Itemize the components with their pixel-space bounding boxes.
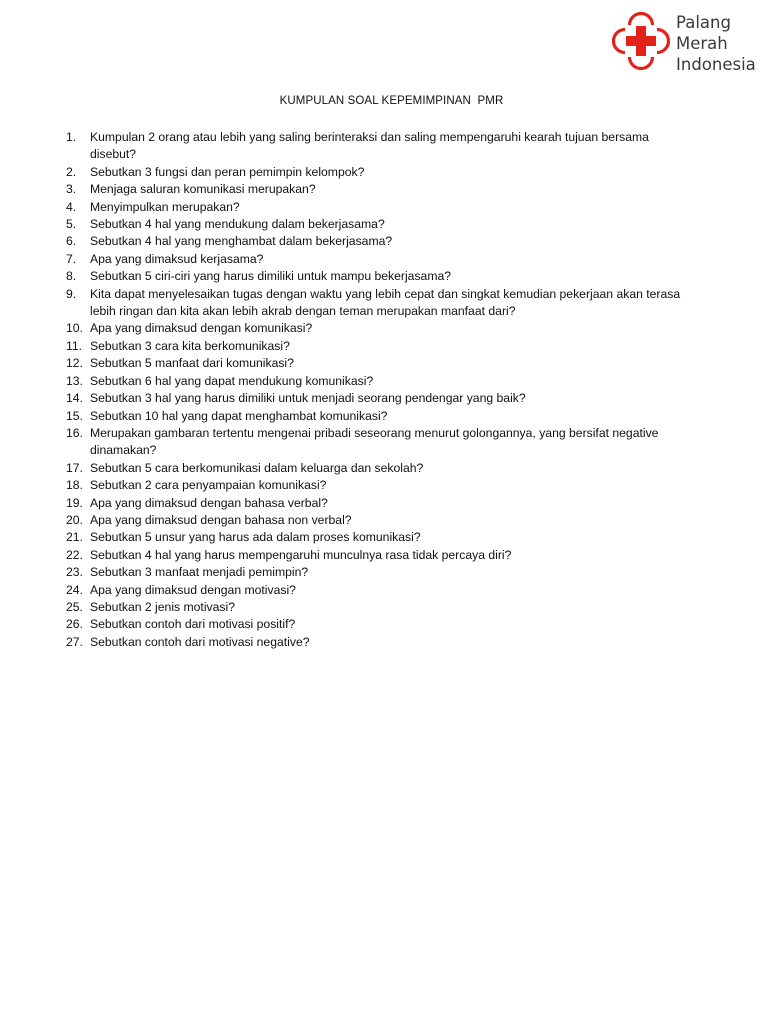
question-text: Sebutkan 4 hal yang menghambat dalam bekerjasama?: [90, 234, 393, 249]
question-item: [52, 251, 692, 268]
question-number: 22.: [66, 547, 83, 562]
question-item: [52, 495, 692, 512]
question-number: 9.: [66, 286, 77, 301]
question-text: Sebutkan contoh dari motivasi positif?: [90, 617, 296, 632]
question-number: 10.: [66, 321, 83, 336]
question-item: [52, 268, 692, 285]
question-text: Sebutkan 4 hal yang mendukung dalam bekerjasama?: [90, 217, 385, 232]
question-item: [52, 512, 692, 529]
question-number: 21.: [66, 530, 83, 545]
question-item: [52, 320, 692, 337]
question-item: [52, 529, 692, 546]
question-number: 24.: [66, 582, 83, 597]
question-number: 27.: [66, 634, 83, 649]
question-text: Sebutkan contoh dari motivasi negative?: [90, 634, 310, 649]
question-text: Sebutkan 2 cara penyampaian komunikasi?: [90, 478, 327, 493]
question-item: [52, 460, 692, 477]
question-number: 25.: [66, 599, 83, 614]
document-title: KUMPULAN SOAL KEPEMIMPINAN PMR: [279, 95, 504, 107]
question-item: [52, 286, 692, 321]
red-cross-emblem-icon: [612, 12, 670, 70]
question-number: 2.: [66, 164, 77, 179]
question-number: 23.: [66, 565, 83, 580]
logo-wordmark: [676, 12, 756, 75]
question-number: 12.: [66, 356, 83, 371]
question-number: 14.: [66, 391, 83, 406]
logo-line-indonesia: Indonesia: [676, 55, 756, 74]
question-text: Kita dapat menyelesaikan tugas dengan waktu yang lebih cepat dan singkat kemudian pekerjaan akan terasa lebih ringan dan kita akan lebih akrab dengan teman merupakan manfaat dari?: [90, 286, 681, 319]
question-number: 13.: [66, 373, 83, 388]
question-text: Sebutkan 5 cara berkomunikasi dalam keluarga dan sekolah?: [90, 460, 424, 475]
question-number: 8.: [66, 269, 77, 284]
question-item: [52, 181, 692, 198]
question-text: Sebutkan 5 unsur yang harus ada dalam proses komunikasi?: [90, 530, 421, 545]
question-text: Sebutkan 3 manfaat menjadi pemimpin?: [90, 565, 309, 580]
question-text: Apa yang dimaksud dengan komunikasi?: [90, 321, 313, 336]
question-item: [52, 425, 692, 460]
question-number: 26.: [66, 617, 83, 632]
question-item: [52, 355, 692, 372]
question-item: [52, 373, 692, 390]
logo-line-palang: Palang: [676, 13, 731, 32]
question-list: [52, 129, 692, 651]
question-number: 3.: [66, 182, 77, 197]
question-text: Apa yang dimaksud dengan motivasi?: [90, 582, 296, 597]
question-item: [52, 564, 692, 581]
question-item: [52, 547, 692, 564]
question-text: Menyimpulkan merupakan?: [90, 199, 240, 214]
question-text: Merupakan gambaran tertentu mengenai pribadi seseorang menurut golongannya, yang bersifat negative dinamakan?: [90, 425, 659, 458]
question-number: 16.: [66, 425, 83, 440]
question-text: Sebutkan 4 hal yang harus mempengaruhi munculnya rasa tidak percaya diri?: [90, 547, 512, 562]
question-text: Sebutkan 5 ciri-ciri yang harus dimiliki untuk mampu bekerjasama?: [90, 269, 452, 284]
question-item: [52, 634, 692, 651]
question-number: 4.: [66, 199, 77, 214]
question-item: [52, 129, 692, 164]
question-number: 6.: [66, 234, 77, 249]
question-text: Sebutkan 3 hal yang harus dimiliki untuk menjadi seorang pendengar yang baik?: [90, 391, 526, 406]
question-item: [52, 199, 692, 216]
question-number: 7.: [66, 251, 77, 266]
question-item: [52, 233, 692, 250]
question-text: Sebutkan 5 manfaat dari komunikasi?: [90, 356, 294, 371]
logo-line-merah: Merah: [676, 34, 728, 53]
question-number: 11.: [66, 338, 83, 353]
question-text: Sebutkan 10 hal yang dapat menghambat komunikasi?: [90, 408, 388, 423]
question-number: 17.: [66, 460, 83, 475]
question-text: Apa yang dimaksud kerjasama?: [90, 251, 264, 266]
question-number: 20.: [66, 512, 83, 527]
question-item: [52, 390, 692, 407]
question-text: Sebutkan 2 jenis motivasi?: [90, 599, 235, 614]
question-number: 1.: [66, 130, 77, 144]
question-item: [52, 616, 692, 633]
question-text: Apa yang dimaksud dengan bahasa non verbal?: [90, 512, 352, 527]
question-text: Sebutkan 6 hal yang dapat mendukung komunikasi?: [90, 373, 374, 388]
question-item: [52, 338, 692, 355]
question-item: [52, 582, 692, 599]
pmi-logo: [612, 12, 756, 75]
question-item: [52, 216, 692, 233]
question-text: Kumpulan 2 orang atau lebih yang saling berinteraksi dan saling mempengaruhi kearah tujuan bersama disebut?: [90, 130, 649, 162]
question-text: Sebutkan 3 cara kita berkomunikasi?: [90, 338, 290, 353]
question-item: [52, 599, 692, 616]
question-number: 5.: [66, 217, 77, 232]
question-number: 18.: [66, 478, 83, 493]
question-text: Menjaga saluran komunikasi merupakan?: [90, 182, 316, 197]
question-item: [52, 408, 692, 425]
question-text: Apa yang dimaksud dengan bahasa verbal?: [90, 495, 328, 510]
question-number: 15.: [66, 408, 83, 423]
question-item: [52, 477, 692, 494]
question-number: 19.: [66, 495, 83, 510]
question-text: Sebutkan 3 fungsi dan peran pemimpin kelompok?: [90, 164, 365, 179]
question-item: [52, 164, 692, 181]
